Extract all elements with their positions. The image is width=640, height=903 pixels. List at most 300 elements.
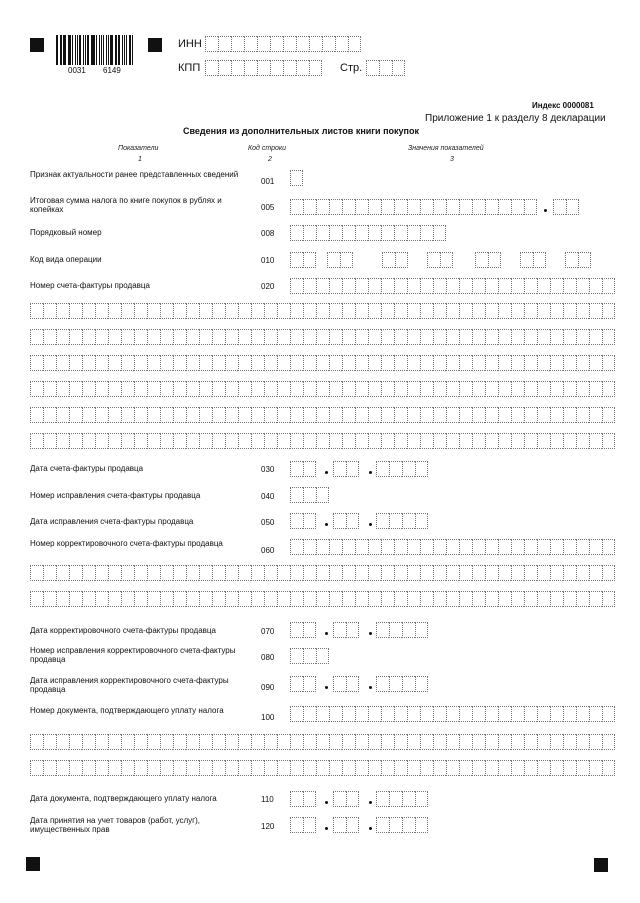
input-cell[interactable]	[225, 329, 238, 345]
input-cell[interactable]	[160, 760, 173, 776]
input-cell[interactable]	[290, 734, 303, 750]
input-cell[interactable]	[498, 381, 511, 397]
field-100-line-3[interactable]	[30, 760, 615, 776]
input-cell[interactable]	[550, 355, 563, 371]
input-cell[interactable]	[147, 303, 160, 319]
input-cell[interactable]	[524, 565, 537, 581]
input-cell[interactable]	[43, 734, 56, 750]
input-cell[interactable]	[147, 329, 160, 345]
input-cell[interactable]	[537, 433, 550, 449]
input-cell[interactable]	[407, 760, 420, 776]
input-cell[interactable]	[602, 706, 615, 722]
input-cell[interactable]	[576, 407, 589, 423]
date-month-110[interactable]	[333, 791, 359, 807]
input-cell[interactable]	[407, 734, 420, 750]
input-cell[interactable]	[537, 278, 550, 294]
input-cell[interactable]	[472, 734, 485, 750]
date-year-050[interactable]	[376, 513, 428, 529]
input-cell[interactable]	[376, 791, 389, 807]
input-cell[interactable]	[433, 734, 446, 750]
input-cell[interactable]	[563, 381, 576, 397]
input-cell[interactable]	[238, 329, 251, 345]
input-cell[interactable]	[290, 791, 303, 807]
field-020-line-7[interactable]	[30, 433, 615, 449]
input-cell[interactable]	[368, 381, 381, 397]
input-cell[interactable]	[95, 329, 108, 345]
input-cell[interactable]	[537, 407, 550, 423]
input-cell[interactable]	[563, 407, 576, 423]
input-cell[interactable]	[446, 278, 459, 294]
input-cell[interactable]	[316, 565, 329, 581]
input-cell[interactable]	[30, 565, 43, 581]
input-cell[interactable]	[368, 565, 381, 581]
input-cell[interactable]	[394, 539, 407, 555]
input-cell[interactable]	[43, 355, 56, 371]
input-cell[interactable]	[108, 381, 121, 397]
input-cell[interactable]	[589, 381, 602, 397]
input-cell[interactable]	[277, 734, 290, 750]
input-cell[interactable]	[30, 303, 43, 319]
input-cell[interactable]	[303, 648, 316, 664]
input-cell[interactable]	[316, 760, 329, 776]
input-cell[interactable]	[563, 706, 576, 722]
input-cell[interactable]	[602, 329, 615, 345]
input-cell[interactable]	[355, 278, 368, 294]
input-cell[interactable]	[173, 734, 186, 750]
input-cell[interactable]	[342, 199, 355, 215]
input-cell[interactable]	[264, 591, 277, 607]
input-cell[interactable]	[368, 760, 381, 776]
input-cell[interactable]	[433, 278, 446, 294]
input-cell[interactable]	[511, 760, 524, 776]
input-cell[interactable]	[342, 706, 355, 722]
input-cell[interactable]	[205, 60, 218, 76]
input-cell[interactable]	[212, 565, 225, 581]
input-cell[interactable]	[82, 303, 95, 319]
input-cell[interactable]	[147, 591, 160, 607]
input-cell[interactable]	[43, 760, 56, 776]
input-cell[interactable]	[329, 734, 342, 750]
input-cell[interactable]	[376, 513, 389, 529]
input-cell[interactable]	[225, 591, 238, 607]
kpp-field[interactable]	[205, 60, 322, 76]
input-cell[interactable]	[602, 539, 615, 555]
input-cell[interactable]	[402, 791, 415, 807]
input-cell[interactable]	[199, 760, 212, 776]
input-cell[interactable]	[355, 734, 368, 750]
input-cell[interactable]	[589, 565, 602, 581]
date-day-110[interactable]	[290, 791, 316, 807]
input-cell[interactable]	[290, 513, 303, 529]
input-cell[interactable]	[498, 433, 511, 449]
input-cell[interactable]	[498, 565, 511, 581]
input-cell[interactable]	[533, 252, 546, 268]
input-cell[interactable]	[173, 381, 186, 397]
input-cell[interactable]	[407, 706, 420, 722]
input-cell[interactable]	[355, 706, 368, 722]
input-cell[interactable]	[589, 407, 602, 423]
input-cell[interactable]	[485, 591, 498, 607]
input-cell[interactable]	[576, 329, 589, 345]
input-cell[interactable]	[433, 565, 446, 581]
input-cell[interactable]	[95, 591, 108, 607]
input-cell[interactable]	[69, 381, 82, 397]
input-cell[interactable]	[459, 303, 472, 319]
input-cell[interactable]	[147, 355, 160, 371]
input-cell[interactable]	[333, 513, 346, 529]
input-cell[interactable]	[381, 407, 394, 423]
field-060-line-3[interactable]	[30, 591, 615, 607]
input-cell[interactable]	[381, 591, 394, 607]
input-cell[interactable]	[303, 355, 316, 371]
input-cell[interactable]	[550, 303, 563, 319]
input-cell[interactable]	[389, 791, 402, 807]
input-cell[interactable]	[329, 591, 342, 607]
input-cell[interactable]	[95, 565, 108, 581]
input-cell[interactable]	[589, 355, 602, 371]
input-cell[interactable]	[550, 706, 563, 722]
input-cell[interactable]	[277, 433, 290, 449]
input-cell[interactable]	[283, 36, 296, 52]
date-year-120[interactable]	[376, 817, 428, 833]
input-cell[interactable]	[433, 329, 446, 345]
input-cell[interactable]	[199, 734, 212, 750]
input-cell[interactable]	[537, 303, 550, 319]
input-cell[interactable]	[472, 355, 485, 371]
input-cell[interactable]	[147, 565, 160, 581]
input-cell[interactable]	[225, 407, 238, 423]
input-cell[interactable]	[446, 407, 459, 423]
input-cell[interactable]	[537, 706, 550, 722]
input-cell[interactable]	[498, 706, 511, 722]
input-cell[interactable]	[225, 734, 238, 750]
input-cell[interactable]	[394, 760, 407, 776]
input-cell[interactable]	[485, 706, 498, 722]
input-cell[interactable]	[485, 329, 498, 345]
input-cell[interactable]	[82, 355, 95, 371]
input-cell[interactable]	[589, 278, 602, 294]
input-cell[interactable]	[498, 329, 511, 345]
input-cell[interactable]	[420, 329, 433, 345]
input-cell[interactable]	[173, 760, 186, 776]
input-cell[interactable]	[316, 329, 329, 345]
input-cell[interactable]	[290, 170, 303, 186]
input-cell[interactable]	[95, 381, 108, 397]
input-cell[interactable]	[472, 706, 485, 722]
input-cell[interactable]	[446, 355, 459, 371]
input-cell[interactable]	[394, 734, 407, 750]
input-cell[interactable]	[389, 676, 402, 692]
input-cell[interactable]	[69, 433, 82, 449]
input-cell[interactable]	[394, 355, 407, 371]
input-cell[interactable]	[290, 381, 303, 397]
input-cell[interactable]	[225, 303, 238, 319]
input-cell[interactable]	[420, 407, 433, 423]
input-cell[interactable]	[459, 734, 472, 750]
input-cell[interactable]	[459, 706, 472, 722]
input-cell[interactable]	[348, 36, 361, 52]
input-cell[interactable]	[290, 676, 303, 692]
input-cell[interactable]	[407, 355, 420, 371]
input-cell[interactable]	[511, 734, 524, 750]
input-cell[interactable]	[368, 225, 381, 241]
input-cell[interactable]	[472, 303, 485, 319]
input-cell[interactable]	[290, 433, 303, 449]
input-cell[interactable]	[56, 355, 69, 371]
input-cell[interactable]	[578, 252, 591, 268]
input-cell[interactable]	[389, 622, 402, 638]
input-cell[interactable]	[355, 433, 368, 449]
input-cell[interactable]	[69, 329, 82, 345]
input-cell[interactable]	[602, 303, 615, 319]
input-cell[interactable]	[589, 706, 602, 722]
input-cell[interactable]	[218, 36, 231, 52]
input-cell[interactable]	[342, 591, 355, 607]
field-008[interactable]	[290, 225, 446, 241]
input-cell[interactable]	[121, 303, 134, 319]
input-cell[interactable]	[381, 225, 394, 241]
input-cell[interactable]	[389, 817, 402, 833]
input-cell[interactable]	[563, 565, 576, 581]
input-cell[interactable]	[524, 303, 537, 319]
field-020-line-6[interactable]	[30, 407, 615, 423]
input-cell[interactable]	[173, 355, 186, 371]
input-cell[interactable]	[316, 355, 329, 371]
input-cell[interactable]	[329, 706, 342, 722]
input-cell[interactable]	[589, 760, 602, 776]
input-cell[interactable]	[376, 817, 389, 833]
input-cell[interactable]	[420, 591, 433, 607]
input-cell[interactable]	[134, 329, 147, 345]
input-cell[interactable]	[333, 791, 346, 807]
input-cell[interactable]	[56, 381, 69, 397]
input-cell[interactable]	[199, 433, 212, 449]
input-cell[interactable]	[576, 706, 589, 722]
input-cell[interactable]	[303, 487, 316, 503]
input-cell[interactable]	[433, 760, 446, 776]
input-cell[interactable]	[283, 60, 296, 76]
input-cell[interactable]	[381, 329, 394, 345]
input-cell[interactable]	[537, 734, 550, 750]
input-cell[interactable]	[550, 565, 563, 581]
input-cell[interactable]	[550, 734, 563, 750]
input-cell[interactable]	[485, 565, 498, 581]
input-cell[interactable]	[394, 433, 407, 449]
input-cell[interactable]	[264, 355, 277, 371]
input-cell[interactable]	[576, 278, 589, 294]
input-cell[interactable]	[316, 591, 329, 607]
input-cell[interactable]	[342, 565, 355, 581]
input-cell[interactable]	[381, 199, 394, 215]
input-cell[interactable]	[264, 381, 277, 397]
input-cell[interactable]	[212, 591, 225, 607]
field-010-group-5[interactable]	[475, 252, 501, 268]
input-cell[interactable]	[134, 760, 147, 776]
input-cell[interactable]	[251, 355, 264, 371]
input-cell[interactable]	[186, 303, 199, 319]
input-cell[interactable]	[82, 565, 95, 581]
input-cell[interactable]	[511, 303, 524, 319]
input-cell[interactable]	[251, 565, 264, 581]
input-cell[interactable]	[303, 706, 316, 722]
input-cell[interactable]	[290, 539, 303, 555]
input-cell[interactable]	[309, 60, 322, 76]
input-cell[interactable]	[160, 329, 173, 345]
input-cell[interactable]	[602, 278, 615, 294]
input-cell[interactable]	[472, 278, 485, 294]
field-020-line-3[interactable]	[30, 329, 615, 345]
input-cell[interactable]	[225, 565, 238, 581]
input-cell[interactable]	[160, 303, 173, 319]
input-cell[interactable]	[303, 278, 316, 294]
input-cell[interactable]	[251, 734, 264, 750]
input-cell[interactable]	[433, 199, 446, 215]
input-cell[interactable]	[433, 407, 446, 423]
input-cell[interactable]	[459, 355, 472, 371]
input-cell[interactable]	[147, 407, 160, 423]
input-cell[interactable]	[446, 329, 459, 345]
input-cell[interactable]	[355, 539, 368, 555]
input-cell[interactable]	[342, 355, 355, 371]
input-cell[interactable]	[524, 199, 537, 215]
input-cell[interactable]	[82, 433, 95, 449]
input-cell[interactable]	[433, 303, 446, 319]
input-cell[interactable]	[290, 760, 303, 776]
input-cell[interactable]	[459, 407, 472, 423]
input-cell[interactable]	[134, 381, 147, 397]
input-cell[interactable]	[316, 225, 329, 241]
input-cell[interactable]	[511, 278, 524, 294]
input-cell[interactable]	[264, 760, 277, 776]
input-cell[interactable]	[446, 706, 459, 722]
input-cell[interactable]	[511, 355, 524, 371]
input-cell[interactable]	[485, 278, 498, 294]
input-cell[interactable]	[69, 565, 82, 581]
input-cell[interactable]	[56, 591, 69, 607]
input-cell[interactable]	[368, 407, 381, 423]
input-cell[interactable]	[186, 433, 199, 449]
input-cell[interactable]	[303, 433, 316, 449]
input-cell[interactable]	[550, 539, 563, 555]
input-cell[interactable]	[576, 591, 589, 607]
input-cell[interactable]	[550, 760, 563, 776]
input-cell[interactable]	[524, 433, 537, 449]
input-cell[interactable]	[173, 591, 186, 607]
field-010-group-1[interactable]	[290, 252, 316, 268]
input-cell[interactable]	[290, 648, 303, 664]
input-cell[interactable]	[498, 199, 511, 215]
input-cell[interactable]	[212, 355, 225, 371]
input-cell[interactable]	[602, 433, 615, 449]
input-cell[interactable]	[69, 407, 82, 423]
input-cell[interactable]	[82, 329, 95, 345]
input-cell[interactable]	[186, 760, 199, 776]
input-cell[interactable]	[303, 199, 316, 215]
input-cell[interactable]	[264, 433, 277, 449]
field-010-group-3[interactable]	[382, 252, 408, 268]
input-cell[interactable]	[277, 407, 290, 423]
input-cell[interactable]	[346, 791, 359, 807]
input-cell[interactable]	[329, 760, 342, 776]
input-cell[interactable]	[459, 329, 472, 345]
input-cell[interactable]	[134, 565, 147, 581]
input-cell[interactable]	[407, 329, 420, 345]
input-cell[interactable]	[511, 381, 524, 397]
input-cell[interactable]	[160, 433, 173, 449]
input-cell[interactable]	[524, 591, 537, 607]
input-cell[interactable]	[407, 565, 420, 581]
input-cell[interactable]	[212, 381, 225, 397]
input-cell[interactable]	[485, 539, 498, 555]
input-cell[interactable]	[290, 303, 303, 319]
input-cell[interactable]	[231, 36, 244, 52]
input-cell[interactable]	[147, 734, 160, 750]
input-cell[interactable]	[30, 381, 43, 397]
input-cell[interactable]	[472, 381, 485, 397]
input-cell[interactable]	[550, 433, 563, 449]
input-cell[interactable]	[394, 278, 407, 294]
input-cell[interactable]	[82, 591, 95, 607]
input-cell[interactable]	[160, 381, 173, 397]
input-cell[interactable]	[303, 252, 316, 268]
input-cell[interactable]	[82, 734, 95, 750]
input-cell[interactable]	[251, 381, 264, 397]
input-cell[interactable]	[56, 407, 69, 423]
input-cell[interactable]	[69, 591, 82, 607]
input-cell[interactable]	[553, 199, 566, 215]
input-cell[interactable]	[121, 381, 134, 397]
input-cell[interactable]	[537, 565, 550, 581]
input-cell[interactable]	[225, 381, 238, 397]
input-cell[interactable]	[296, 60, 309, 76]
input-cell[interactable]	[121, 565, 134, 581]
input-cell[interactable]	[368, 734, 381, 750]
input-cell[interactable]	[550, 329, 563, 345]
input-cell[interactable]	[602, 760, 615, 776]
input-cell[interactable]	[108, 303, 121, 319]
input-cell[interactable]	[589, 303, 602, 319]
input-cell[interactable]	[212, 303, 225, 319]
input-cell[interactable]	[173, 303, 186, 319]
input-cell[interactable]	[355, 760, 368, 776]
input-cell[interactable]	[485, 381, 498, 397]
input-cell[interactable]	[108, 565, 121, 581]
input-cell[interactable]	[576, 355, 589, 371]
input-cell[interactable]	[459, 433, 472, 449]
input-cell[interactable]	[402, 622, 415, 638]
input-cell[interactable]	[329, 565, 342, 581]
input-cell[interactable]	[342, 381, 355, 397]
input-cell[interactable]	[290, 817, 303, 833]
input-cell[interactable]	[420, 355, 433, 371]
input-cell[interactable]	[303, 760, 316, 776]
input-cell[interactable]	[316, 706, 329, 722]
input-cell[interactable]	[329, 329, 342, 345]
input-cell[interactable]	[576, 760, 589, 776]
input-cell[interactable]	[186, 355, 199, 371]
input-cell[interactable]	[550, 407, 563, 423]
input-cell[interactable]	[407, 591, 420, 607]
input-cell[interactable]	[368, 199, 381, 215]
input-cell[interactable]	[277, 591, 290, 607]
input-cell[interactable]	[368, 539, 381, 555]
input-cell[interactable]	[355, 225, 368, 241]
input-cell[interactable]	[420, 278, 433, 294]
input-cell[interactable]	[392, 60, 405, 76]
input-cell[interactable]	[433, 706, 446, 722]
input-cell[interactable]	[333, 817, 346, 833]
input-cell[interactable]	[402, 676, 415, 692]
